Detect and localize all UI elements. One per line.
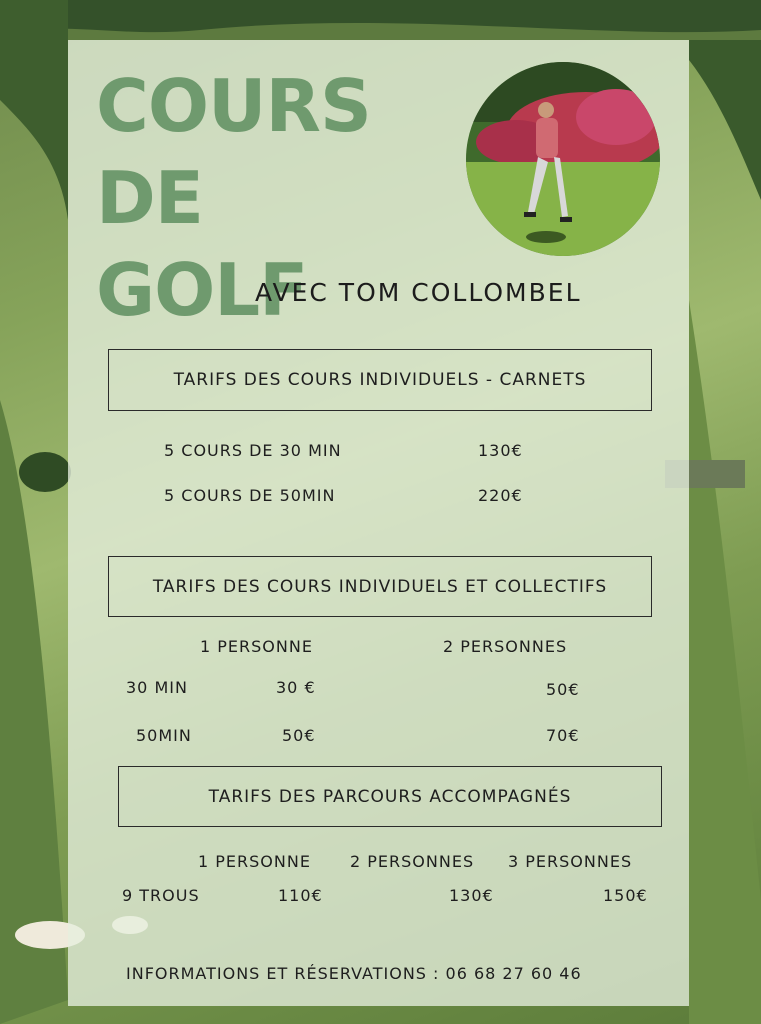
- parcours-row-label: 9 TROUS: [122, 886, 200, 905]
- title-line-1: COURS DE: [96, 64, 371, 240]
- contact-info: INFORMATIONS ET RÉSERVATIONS : 06 68 27 60 46: [126, 964, 582, 983]
- section-heading-individuels-collectifs-text: TARIFS DES COURS INDIVIDUELS ET COLLECTIFS: [152, 576, 608, 597]
- carnet-row-label: 5 COURS DE 30 MIN: [164, 441, 342, 460]
- carnet-row-label: 5 COURS DE 50MIN: [164, 486, 336, 505]
- col-header-3-personnes: 3 PERSONNES: [508, 852, 633, 871]
- col-header-1-personne: 1 PERSONNE: [198, 852, 311, 871]
- lesson-row-price-2: 50€: [546, 680, 580, 699]
- lesson-row-label: 50MIN: [136, 726, 192, 745]
- lesson-row-price-1: 30 €: [276, 678, 316, 697]
- parcours-row-price-3: 150€: [603, 886, 648, 905]
- section-heading-carnets: [108, 349, 652, 411]
- section-heading-individuels-collectifs: [108, 556, 652, 617]
- instructor-subtitle: AVEC TOM COLLOMBEL: [255, 278, 582, 307]
- section-heading-parcours-text: TARIFS DES PARCOURS ACCOMPAGNÉS: [208, 786, 572, 807]
- parcours-row-price-1: 110€: [278, 886, 323, 905]
- carnet-row-price: 220€: [478, 486, 523, 505]
- carnet-row-price: 130€: [478, 441, 523, 460]
- section-heading-carnets-text: TARIFS DES COURS INDIVIDUELS - CARNETS: [173, 370, 587, 390]
- parcours-row-price-2: 130€: [449, 886, 494, 905]
- section-heading-parcours: [118, 766, 662, 827]
- lesson-row-price-2: 70€: [546, 726, 580, 745]
- title-line-2: GOLF: [96, 248, 308, 332]
- golfer-photo: [466, 62, 660, 256]
- col-header-2-personnes: 2 PERSONNES: [443, 637, 568, 656]
- lesson-row-label: 30 MIN: [126, 678, 188, 697]
- col-header-2-personnes: 2 PERSONNES: [350, 852, 475, 871]
- lesson-row-price-1: 50€: [282, 726, 316, 745]
- col-header-1-personne: 1 PERSONNE: [200, 637, 313, 656]
